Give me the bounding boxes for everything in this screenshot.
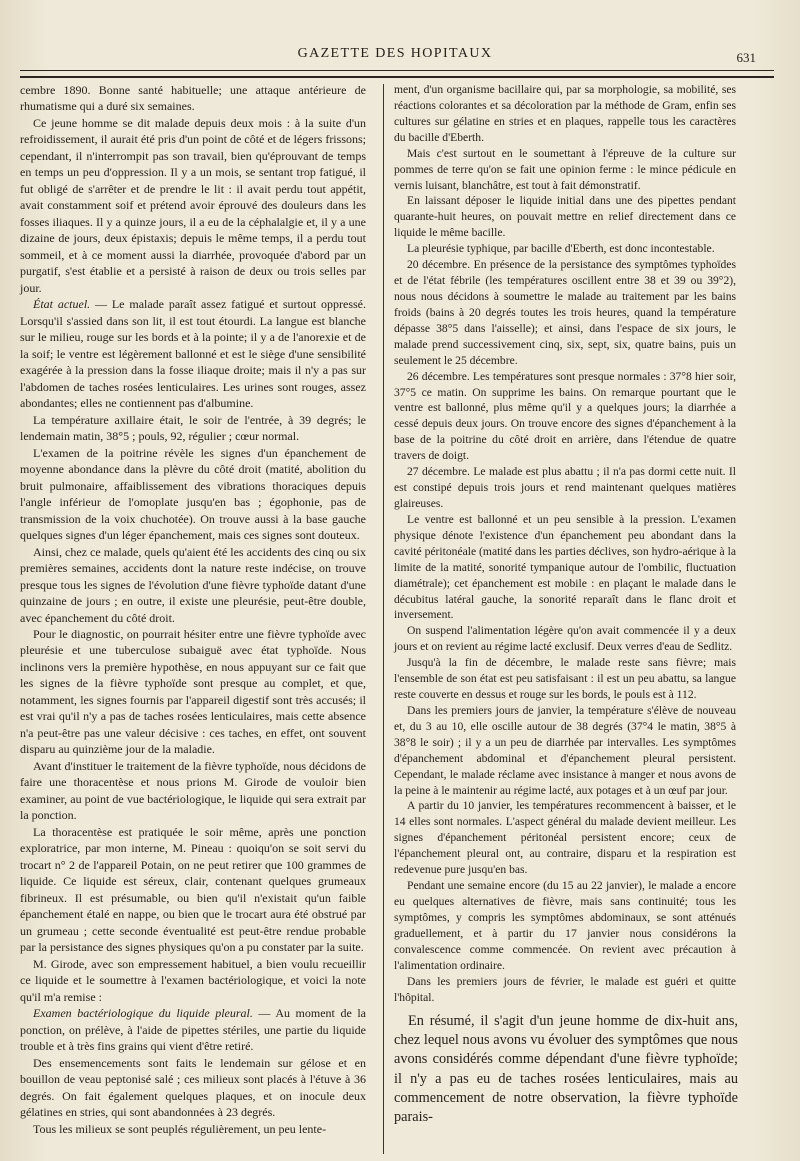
paragraph: Mais c'est surtout en le soumettant à l'épreuve de la culture sur pommes de terre qu'on se fait une opinion ferme : le mince pédicule en vernis luisant, blanchâtre, est tout à fait démonstratif. (394, 146, 736, 192)
paragraph: Tous les milieux se sont peuplés régulièrement, un peu lente- (33, 1121, 327, 1136)
section-label-examen: Examen bactériologique du liquide pleural. (33, 1006, 253, 1021)
section-label-etat-actuel: État actuel. (33, 297, 91, 312)
paragraph: A partir du 10 janvier, les températures recommencent à baisser, et le 14 elles sont normales. L'aspect général du malade devient meilleur. Les signes d'épanchement péritonéal persistent encore; ceux de l'épanchement pleural ont, au contraire, disparu et la respiration est redevenue pure jusqu'en bas. (394, 799, 736, 877)
paragraph: ment, d'un organisme bacillaire qui, par sa morphologie, sa mobilité, ses réactions colorantes et sa décoloration par la méthode de Gram, enfin ses cultures sur gélatine en stries et en plaques, rappelle tous les caractères du bacille d'Eberth. (394, 83, 736, 144)
right-column (394, 82, 736, 1005)
header-rule-thick (20, 76, 774, 78)
paragraph: M. Girode, avec son empressement habituel, a bien voulu recueillir ce liquide et le soumettre à l'examen bactériologique, et voici la note qu'il m'a remise : (20, 956, 366, 1004)
summary-block (394, 1012, 738, 1127)
paragraph: On suspend l'alimentation légère qu'on avait commencée il y a deux jours et on revient au régime lacté exclusif. Deux verres d'eau de Sedlitz. (394, 624, 736, 654)
paragraph: 20 décembre. En présence de la persistance des symptômes typhoïdes et de l'état fébrile (les températures oscillent entre 38 et 39 ou 39°2), nous nous décidons à soumettre le malade au traitement par les bains froids (bains à 20 degrés toutes les trois heures, quand la température dépasse 38°5 dans l'aisselle); et ainsi, dans l'espace de six jours, le malade prend successivement cinq, six, sept, six, quatre bains, puis un seulement le 25 décembre. (394, 258, 736, 367)
paragraph: Dans les premiers jours de janvier, la température s'élève de nouveau et, du 3 au 10, elle oscille autour de 38 degrés (37°4 le matin, 38°5 à 38°8 le soir) ; il y a un peu de diarrhée par intervalles. Les symptômes d'épanchement abdominal et d'épanchement pleural persistent. Cependant, le malade réclame avec insistance à manger et nous avons de la peine à le maintenir au régime lacté, aux potages et à un œuf par jour. (394, 703, 736, 797)
paragraph-text: — Au moment de la ponction, on prélève, à l'aide de pipettes stériles, une partie du liquide trouble et à très fins grains qui vient d'être retiré. (20, 1006, 366, 1054)
paragraph: La pleurésie typhique, par bacille d'Eberth, est donc incontestable. (407, 242, 715, 256)
paragraph-examen (20, 1005, 366, 1054)
paragraph: L'examen de la poitrine révèle les signes d'un épanchement de moyenne abondance dans la plèvre du côté droit (matité, abolition du bruit pulmonaire, affaiblissement des vibrations thoraciques depuis l'angle inférieur de l'omoplate jusqu'en bas ; égophonie, pas de transmission de la voix chuchotée). On trouve aussi à la base gauche quelques signes d'un léger épanchement, mais ces signes sont douteux. (20, 445, 366, 543)
paragraph: 27 décembre. Le malade est plus abattu ; il n'a pas dormi cette nuit. Il est constipé depuis trois jours et rend maintenant quelques matières glaireuses. (394, 465, 736, 510)
header-rule-thin (20, 70, 774, 71)
paragraph: Avant d'instituer le traitement de la fièvre typhoïde, nous décidons de faire une thoracentèse et nous prions M. Girode de vouloir bien examiner, au point de vue bactériologique, le liquide qui sera extrait par la ponction. (20, 758, 366, 823)
paragraph: Jusqu'à la fin de décembre, le malade reste sans fièvre; mais l'ensemble de son état est peu satisfaisant : il est un peu abattu, sa langue reste couverte en dessus et rouge sur les bords, le pouls est à 112. (394, 656, 736, 702)
paragraph: La température axillaire était, le soir de l'entrée, à 39 degrés; le lendemain matin, 38°5 ; pouls, 92, régulier ; cœur normal. (20, 412, 366, 444)
paragraph: 26 décembre. Les températures sont presque normales : 37°8 hier soir, 37°5 ce matin. On supprime les bains. On remarque pourtant que le ventre est ballonné, plus même qu'il y a quelques jours; la diarrhée a cessé depuis deux jours. On trouve encore des signes d'épanchement à la base de la poitrine du côté droit en arrière, dans l'étendue de quatre travers de doigt. (394, 369, 736, 463)
left-column (20, 82, 366, 1137)
paragraph-etat-actuel (20, 296, 366, 411)
paragraph: Pendant une semaine encore (du 15 au 22 janvier), le malade a encore eu quelques alternatives de fièvre, mais sans continuité; tous les symptômes, y compris les symptômes abdominaux, se sont atténués graduellement, et à partir du 17 janvier nous considérons la convalescence comme commencée. On revient avec précaution à l'alimentation ordinaire. (394, 879, 736, 972)
summary-paragraph: En résumé, il s'agit d'un jeune homme de dix-huit ans, chez lequel nous avons vu évoluer des symptômes que nous avons considérés comme dépendant d'une fièvre typhoïde; il n'y a pas eu de taches rosées lenticulaires, mais au commencement de notre observation, la fièvre typhoïde parais- (394, 1013, 738, 1126)
paragraph: Le ventre est ballonné et un peu sensible à la pression. L'examen physique dénote l'existence d'un épanchement peu abondant dans la cavité péritonéale (matité dans les parties déclives, son hydro-aérique à la limite de la matité, sonorité tympanique autour de l'ombilic, fluctuation diamétrale); cet épanchement est mobile : en plaçant le malade dans le décubitus latéral gauche, la sonorité reparaît dans le flanc droit et inversement. (394, 512, 736, 622)
paragraph: En laissant déposer le liquide initial dans une des pipettes pendant quarante-huit heures, on pouvait mettre en relief directement dans ce liquide le même bacille. (394, 194, 736, 240)
paragraph: cembre 1890. Bonne santé habituelle; une attaque antérieure de rhumatisme qui a duré six semaines. (20, 83, 366, 114)
paragraph-text: — Le malade paraît assez fatigué et surtout oppressé. Lorsqu'il s'assied dans son lit, il est tout étourdi. La langue est blanche sur le milieu, rouge sur les bords et à la pointe; il y a de l'anorexie et de la soif; le ventre est légèrement ballonné et est le siège d'une sensibilité exagérée à la pression dans la fosse iliaque droite; mais il n'y a pas sur l'abdomen de taches rosées lenticulaires. Les urines sont rouges, assez abondantes; elles ne contiennent pas d'albumine. (20, 297, 366, 411)
paragraph: La thoracentèse est pratiquée le soir même, après une ponction exploratrice, par mon interne, M. Pineau : quoiqu'on se soit servi du trocart n° 2 de l'appareil Potain, on ne peut retirer que 100 grammes de liquide. Ce liquide est séreux, clair, contenant quelques grumeaux fibrineux. Il est présumable, ou bien qu'il n'existait qu'un faible épanchement étalé en nappe, ou bien que le trocart aura été obstrué par un grumeau ; cette seconde éventualité est peut-être rendue probable par la persistance des signes physiques qu'on a pu constater par la suite. (20, 824, 366, 955)
paragraph: Ce jeune homme se dit malade depuis deux mois : à la suite d'un refroidissement, il aurait été pris d'un point de côté et de légers frissons; cependant, il n'interrompit pas son travail, bien qu'éprouvant de temps en temps un peu d'oppression. Il y a un mois, se sentant trop fatigué, il fut obligé de s'arrêter et de prendre le lit : il avait perdu tout appétit, avait constamment soif et prétend avoir éprouvé des douleurs dans les fosses iliaques. Il y a quinze jours, il a eu de la céphalalgie et, il y a une dizaine de jours, deux épistaxis; depuis le même temps, il a perdu tout sommeil, et à ce moment aussi la diarrhée, provoquée d'abord par un purgatif, s'est établie et a persisté à raison de deux ou trois selles par jour. (20, 115, 366, 295)
paragraph: Des ensemencements sont faits le lendemain sur gélose et en bouillon de veau peptonisé salé ; ces milieux sont placés à l'étuve à 36 degrés. On fait également quelques plaques, et on inocule deux gélatines en stries, qui sont abandonnées à 23 degrés. (20, 1055, 366, 1120)
page-number: 631 (736, 50, 756, 65)
page-header-title: GAZETTE DES HOPITAUX (297, 46, 493, 61)
paragraph: Ainsi, chez ce malade, quels qu'aient été les accidents des cinq ou six premières semaines, accidents dont la nature reste indécise, on trouve presque tous les signes de l'évolution d'une fièvre typhoïde datant d'une quinzaine de jours ; en outre, il existe une pleurésie, peut-être double, avec épanchement du côté droit. (20, 544, 366, 625)
paragraph: Pour le diagnostic, on pourrait hésiter entre une fièvre typhoïde avec pleurésie et une tuberculose subaiguë avec état typhoïde. Nous inclinons vers la première hypothèse, en nous appuyant sur ce fait que les signes de la fièvre typhoïde sont presque au complet, et que, notamment, les signes fournis par l'appareil digestif sont très accusés; il est vrai qu'il n'y a pas de taches rosées lenticulaires, mais cette absence n'a peut-être pas une valeur décisive : ces taches, en effet, ont souvent disparu au quinzième jour de la maladie. (20, 626, 366, 757)
column-divider (383, 84, 384, 1154)
paragraph: Dans les premiers jours de février, le malade est guéri et quitte l'hôpital. (394, 974, 736, 1004)
